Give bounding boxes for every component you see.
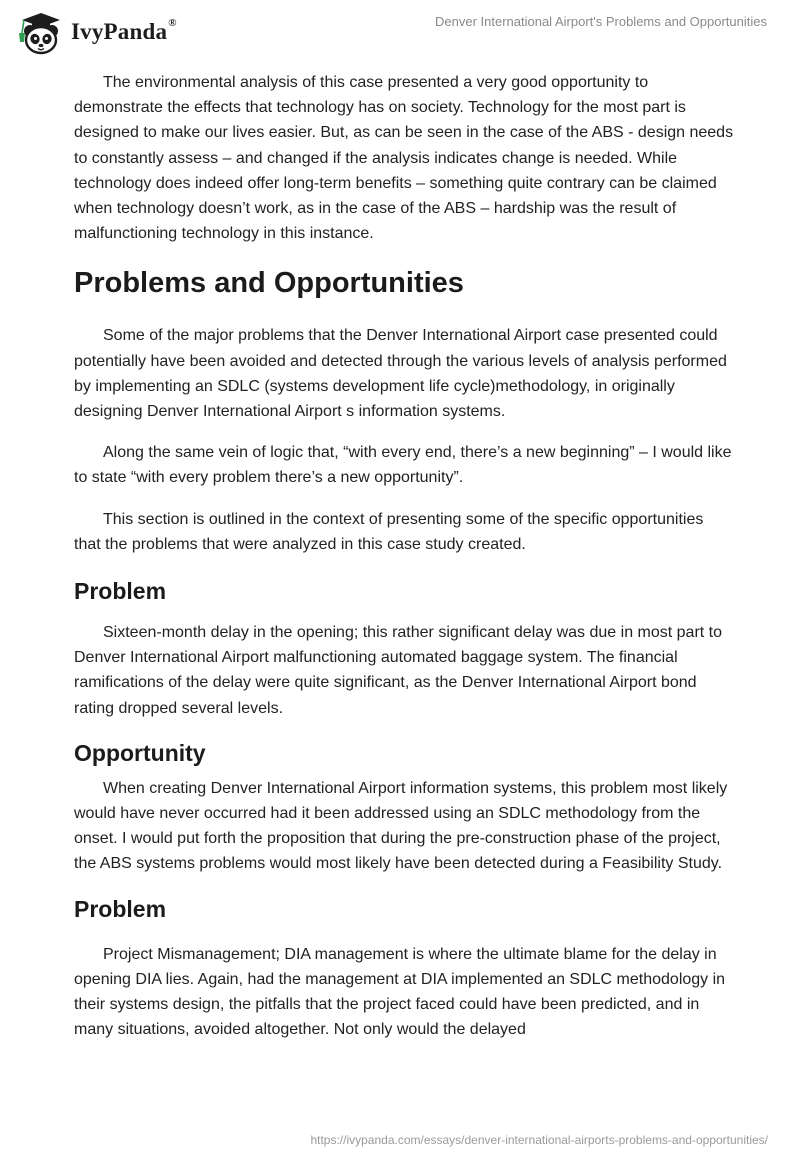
section-heading: Problems and Opportunities (74, 267, 464, 300)
section-paragraph: This section is outlined in the context of presenting some of the specific opportunities that the problems that were analyzed in this case study created. (74, 510, 704, 553)
registered-mark: ® (168, 17, 177, 29)
opportunity-heading: Opportunity (74, 739, 206, 766)
essay-content (74, 70, 734, 1058)
problem-paragraph: Project Mismanagement; DIA management is where the ultimate blame for the delay in opening DIA lies. Again, had the management at DIA implemented an SDLC methodology in their systems design, the pitfalls that the project faced could have been predicted, and in many situations, avoided altogether. Not only would the delayed (74, 945, 726, 1039)
opportunity-paragraph: When creating Denver International Airport information systems, this problem most likely would have never occurred had it been addressed using an SDLC methodology from the onset. I would put forth the proposition that during the pre-construction phase of the project, the ABS systems problems would most likely have been detected during a Feasibility Study. (74, 779, 728, 873)
page-header (0, 0, 800, 60)
panda-graduate-icon (14, 9, 66, 55)
brand-name: IvyPanda® (71, 17, 177, 44)
source-url-link[interactable]: https://ivypanda.com/essays/denver-international-airports-problems-and-opportunities/ (310, 1133, 768, 1147)
problem-heading: Problem (74, 895, 167, 922)
ivypanda-logo[interactable] (14, 9, 177, 55)
section-paragraph: Some of the major problems that the Denver International Airport case presented could potentially have been avoided and detected through the various levels of analysis performed by implementing an SDLC (systems development life cycle)methodology, in originally designing Denver International Airport s information systems. (74, 327, 727, 421)
document-title: Denver International Airport's Problems and Opportunities (435, 14, 767, 29)
problem-paragraph: Sixteen-month delay in the opening; this rather significant delay was due in most part to Denver International Airport malfunctioning automated baggage system. The financial ramifications of the delay were quite significant, as the Denver International Airport bond rating dropped several levels. (74, 624, 723, 717)
problem-heading: Problem (74, 578, 167, 605)
intro-paragraph: The environmental analysis of this case presented a very good opportunity to demonstrate the effects that technology has on society. Technology for the most part is designed to make our lives easier. But, as can be seen in the case of the ABS - design needs to constantly assess – and changed if the analysis indicates change is needed. While technology does indeed offer long-term benefits – something quite contrary can be claimed when technology doesn’t work, as in the case of the ABS – hardship was the result of malfunctioning technology in this instance. (74, 74, 734, 243)
section-paragraph: Along the same vein of logic that, “with every end, there’s a new beginning” – I would like to state “with every problem there’s a new opportunity”. (74, 444, 732, 487)
